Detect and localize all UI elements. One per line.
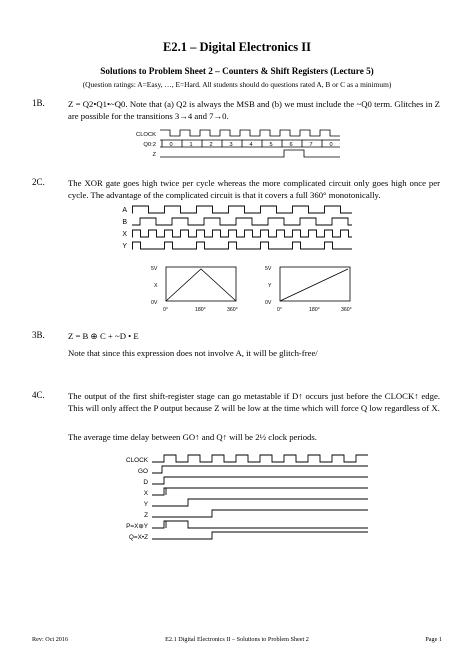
y-axis-bottom-label: 0V <box>151 300 158 306</box>
clock-waveform <box>160 130 340 136</box>
x-voltage-graph <box>150 260 250 318</box>
signal-label-clock: CLOCK <box>125 457 148 464</box>
count-value-8: 0 <box>329 142 333 148</box>
z-waveform <box>152 510 368 517</box>
footer-page-number: Page 1 <box>425 636 442 643</box>
question-answer-4-delay: The average time delay between GO↑ and Q↑ will be 2½ clock periods. <box>68 432 317 442</box>
signal-label-x: X <box>122 231 127 238</box>
go-waveform <box>152 466 368 473</box>
signal-label-y: Y <box>122 243 127 250</box>
signal-label-q02: Q0:2 <box>143 142 156 148</box>
triangle-waveform <box>166 269 236 301</box>
signal-label-y: Y <box>143 501 148 508</box>
y-axis-bottom-label: 0V <box>265 300 272 306</box>
question-answer-3-note: Note that since this expression does not involve A, it will be glitch-free/ <box>68 348 318 358</box>
signal-label-clock: CLOCK <box>136 132 156 138</box>
shift-register-timing-diagram <box>108 453 368 545</box>
count-value-7: 7 <box>309 142 313 148</box>
question-number-2: 2C. <box>32 177 45 187</box>
y-axis-signal-label: Y <box>268 283 272 289</box>
b-waveform <box>132 218 352 225</box>
signal-label-b: B <box>122 219 127 226</box>
question-answer-2: The XOR gate goes high twice per cycle whereas the more complicated circuit only goes high once per cycle. The advantage of the complicated circuit is that it covers a full 360° monotonically. <box>68 178 440 201</box>
x-axis-label-360: 360° <box>227 307 238 313</box>
question-number-4: 4C. <box>32 390 45 400</box>
count-value-3: 3 <box>229 142 233 148</box>
footer-revision: Rev: Oct 2016 <box>32 636 69 643</box>
x-waveform <box>152 488 368 495</box>
signal-label-q-x-z: Q=X•Z <box>128 534 148 541</box>
count-value-1: 1 <box>189 142 193 148</box>
signal-label-d: D <box>143 479 148 486</box>
question-number-3: 3B. <box>32 330 45 340</box>
document-title: E2.1 – Digital Electronics II <box>162 40 312 54</box>
q-waveform <box>152 532 368 539</box>
counter-timing-diagram <box>130 128 340 160</box>
y-axis-top-label: 5V <box>151 266 158 272</box>
y-waveform <box>152 499 368 506</box>
clock-waveform <box>152 455 368 462</box>
question-answer-3: Z = B ⊕ C + ~D • E <box>68 331 139 341</box>
count-value-4: 4 <box>249 142 253 148</box>
count-value-5: 5 <box>269 142 273 148</box>
x-axis-label-0: 0° <box>277 307 282 313</box>
signal-label-x: X <box>143 490 148 497</box>
x-axis-label-180: 180° <box>309 307 320 313</box>
signal-label-z: Z <box>144 512 148 519</box>
y-waveform <box>132 242 352 249</box>
signal-label-p-x-y: P=X⊕Y <box>126 523 148 530</box>
p-waveform <box>152 521 368 528</box>
footer-title: E2.1 Digital Electronics II – Solutions to Problem Sheet 2 <box>165 636 309 643</box>
question-number-1: 1B. <box>32 98 45 108</box>
question-answer-4: The output of the first shift-register stage can go metastable if D↑ occurs just before the CLOCK↑ edge. This will only affect the P output because Z will be low at the time which will force Q low regardless of X. <box>68 391 440 414</box>
ramp-waveform <box>280 269 348 301</box>
x-waveform <box>132 230 352 237</box>
question-answer-1: Z = Q2•Q1•~Q0. Note that (a) Q2 is always the MSB and (b) we must include the ~Q0 term. Glitches in Z are possible for the transitions 3→4 and 7→0. <box>68 99 440 122</box>
y-axis-signal-label: X <box>154 283 158 289</box>
question-ratings-note: (Question ratings: A=Easy, …, E=Hard. All students should do questions rated A, B or C as a minimum) <box>82 80 392 89</box>
x-axis-label-180: 180° <box>195 307 206 313</box>
signal-label-a: A <box>122 207 127 214</box>
count-value-0: 0 <box>169 142 173 148</box>
count-value-2: 2 <box>209 142 213 148</box>
xor-waveform-diagram <box>118 205 358 253</box>
x-axis-label-360: 360° <box>341 307 352 313</box>
graph-frame <box>166 267 236 301</box>
y-axis-top-label: 5V <box>265 266 272 272</box>
count-value-6: 6 <box>289 142 293 148</box>
z-waveform <box>160 150 340 157</box>
signal-label-go: GO <box>138 468 148 475</box>
signal-label-z: Z <box>152 152 156 158</box>
x-axis-label-0: 0° <box>163 307 168 313</box>
d-waveform <box>152 477 368 484</box>
a-waveform <box>132 206 352 213</box>
document-subtitle: Solutions to Problem Sheet 2 – Counters & Shift Registers (Lecture 5) <box>100 66 374 76</box>
y-voltage-graph <box>262 260 362 318</box>
